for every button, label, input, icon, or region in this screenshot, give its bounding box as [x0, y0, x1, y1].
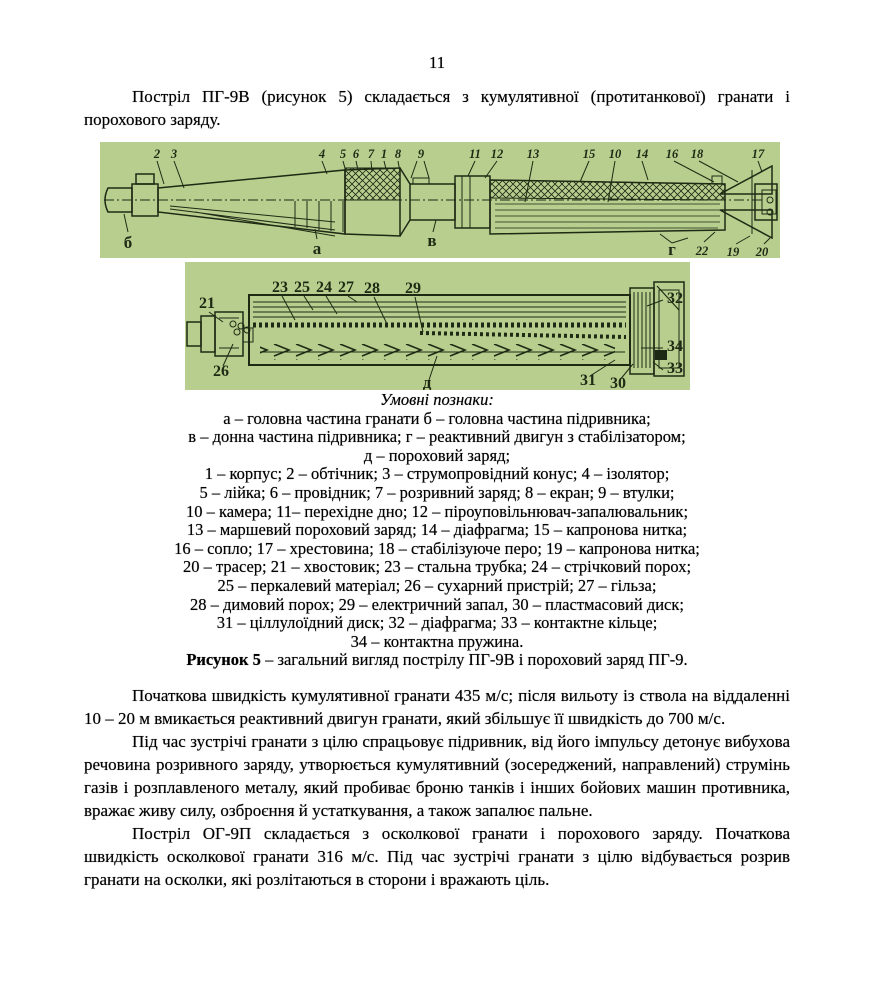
legend-line: 1 – корпус; 2 – обтічник; 3 – струмопровідний конус; 4 – ізолятор; — [204, 464, 670, 484]
fig2-label-32: 32 — [667, 290, 683, 307]
fig2-label-29: 29 — [405, 280, 421, 297]
fig1-label-9: 9 — [417, 147, 425, 161]
figure-powder-charge-diagram — [185, 262, 690, 390]
legend-line: 25 – перкалевий матеріал; 26 – сухарний пристрій; 27 – гільза; — [217, 575, 657, 595]
caption-text: – загальний вигляд пострілу ПГ-9В і пороховий заряд ПГ-9. — [260, 650, 688, 670]
legend-title: Умовні познаки: — [380, 390, 494, 409]
fig1-label-19: 19 — [726, 245, 740, 258]
powder-charge-drawing — [185, 262, 690, 390]
fig1-label-4: 4 — [318, 147, 326, 161]
fig1-label-5: 5 — [339, 147, 347, 161]
fig1-label-20: 20 — [755, 245, 769, 258]
legend-line: 10 – камера; 11– перехідне дно; 12 – піроуповільнювач-запалювальник; — [185, 501, 689, 521]
fig1-label-b: б — [123, 233, 133, 252]
fig2-label-30: 30 — [610, 375, 626, 390]
fig1-label-15: 15 — [582, 147, 596, 161]
fig2-label-24: 24 — [316, 279, 332, 296]
figure-legend — [84, 391, 790, 670]
page-number: 11 — [428, 53, 446, 72]
fig2-label-34: 34 — [667, 338, 683, 355]
fig1-label-11: 11 — [469, 147, 481, 161]
figure-caption — [84, 651, 790, 670]
fig2-label-27: 27 — [338, 279, 354, 296]
fig1-label-2: 2 — [153, 147, 161, 161]
fig1-label-22: 22 — [695, 244, 709, 258]
fig1-label-6: 6 — [352, 147, 360, 161]
caption-figure-number: Рисунок 5 — [186, 650, 261, 670]
legend-line: 5 – лійка; 6 – провідник; 7 – розривний заряд; 8 – екран; 9 – втулки; — [199, 482, 675, 502]
legend-line: 20 – трасер; 21 – хвостовик; 23 – стальна трубка; 24 – стрічковий порох; — [182, 557, 692, 577]
fig1-label-12: 12 — [490, 147, 504, 161]
legend-line: 31 – ціллулоїдний диск; 32 – діафрагма; 33 – контактне кільце; — [216, 613, 658, 633]
fig1-label-g: г — [668, 240, 676, 258]
legend-line: 13 – маршевий пороховий заряд; 14 – діафрагма; 15 – капронова нитка; — [186, 520, 688, 540]
fig1-label-1: 1 — [380, 147, 388, 161]
fig2-label-28: 28 — [364, 280, 380, 297]
fig1-label-a: а — [312, 239, 322, 258]
legend-line: д – пороховий заряд; — [363, 445, 511, 465]
fig2-label-25: 25 — [294, 279, 310, 296]
fig2-label-23: 23 — [272, 279, 288, 296]
fig1-label-3: 3 — [170, 147, 178, 161]
intro-paragraph: Постріл ПГ-9В (рисунок 5) складається з кумулятивної (протитанкової) гранати і порохового заряду. — [84, 87, 790, 129]
fig1-label-10: 10 — [608, 147, 622, 161]
fig1-label-18: 18 — [690, 147, 704, 161]
fig2-label-33: 33 — [667, 360, 683, 377]
pg9v-round-drawing — [100, 142, 780, 258]
paragraph-velocity: Початкова швидкість кумулятивної гранати 435 м/с; після вильоту із ствола на віддаленні 10 – 20 м вмикається реактивний двигун гранати, який збільшує її швидкість до 700 м/с. — [84, 686, 790, 728]
fig1-label-8: 8 — [394, 147, 402, 161]
body-paragraphs — [84, 684, 790, 891]
fig2-label-31: 31 — [580, 372, 596, 389]
fig1-label-14: 14 — [635, 147, 649, 161]
legend-line: 34 – контактна пружина. — [350, 631, 524, 651]
fig2-label-d: д — [422, 373, 432, 390]
fig2-label-21: 21 — [199, 295, 215, 312]
paragraph-og9p: Постріл ОГ-9П складається з осколкової гранати і порохового заряду. Початкова швидкість осколкової гранати 316 м/с. Під час зустрічі гранати з цілю відбувається розрив гранати на осколки, які розлітаються в сторони і вражають ціль. — [84, 824, 790, 889]
fig2-label-26: 26 — [213, 363, 229, 380]
figure-pg9v-round-diagram — [100, 142, 780, 258]
paragraph-detonation: Під час зустрічі гранати з цілю спрацьовує підривник, від його імпульсу детонує вибухова речовина розривного заряду, утворюється кумулятивний (зосереджений, направлений) струмінь газів і розплавленого металу, який пробиває броню танків і інших бойових машин противника, вражає живу силу, озброєння й устаткування, а також запалює пальне. — [84, 732, 790, 820]
legend-line: 16 – сопло; 17 – хрестовина; 18 – стабілізуюче перо; 19 – капронова нитка; — [174, 538, 700, 558]
fig1-label-16: 16 — [665, 147, 679, 161]
fig1-label-13: 13 — [526, 147, 540, 161]
fig1-label-17: 17 — [751, 147, 765, 161]
legend-line: в – донна частина підривника; г – реактивний двигун з стабілізатором; — [188, 427, 686, 447]
fig1-label-7: 7 — [367, 147, 375, 161]
legend-line: 28 – димовий порох; 29 – електричний запал, 30 – пластмасовий диск; — [190, 594, 684, 614]
legend-line: а – головна частина гранати б – головна частина підривника; — [223, 408, 651, 428]
fig1-label-v: в — [427, 231, 437, 250]
